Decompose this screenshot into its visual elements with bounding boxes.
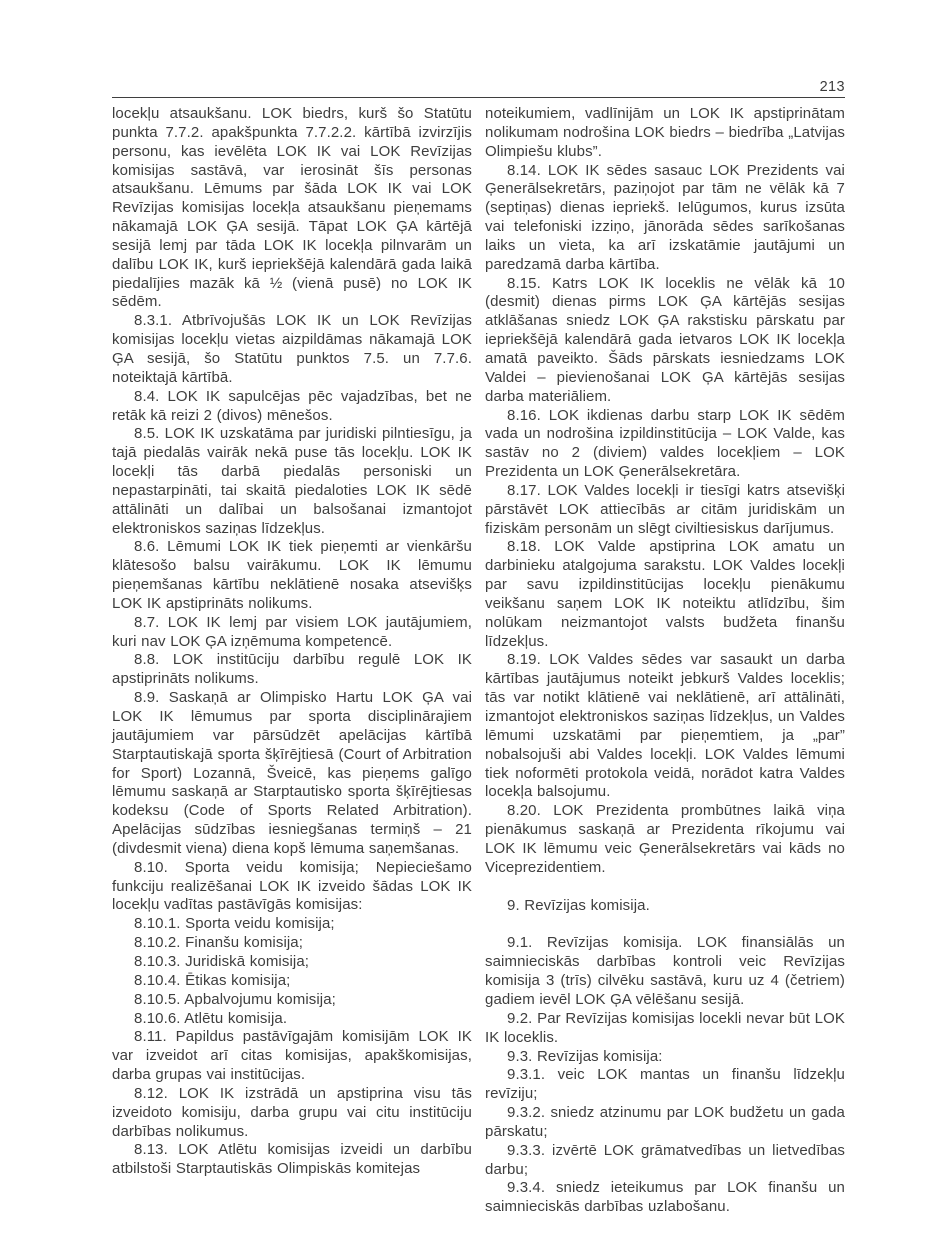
paragraph: 8.10. Sporta veidu komisija; Nepieciešamo funkciju realizēšanai LOK IK izveido šādas LOK IK locekļu vadītas pastāvīgās komisijas: [112, 858, 472, 914]
paragraph: 8.20. LOK Prezidenta prombūtnes laikā viņa pienākumus saskaņā ar Prezidenta rīkojumu vai LOK IK lēmumu veic Ģenerālsekretārs vai kāds no Viceprezidentiem. [485, 802, 845, 876]
paragraph: noteikumiem, vadlīnijām un LOK IK apstiprinātam nolikumam nodrošina LOK biedrs – biedrība „Latvijas Olimpiešu klubs”. [485, 105, 845, 160]
page-number: 213 [819, 79, 845, 95]
paragraph: 8.10.1. Sporta veidu komisija; [134, 915, 335, 933]
paragraph: 9.2. Par Revīzijas komisijas locekli nevar būt LOK IK loceklis. [485, 1009, 845, 1046]
paragraph: 8.16. LOK ikdienas darbu starp LOK IK sēdēm vada un nodrošina izpildinstitūcija – LOK Valde, kas sastāv no 2 (diviem) valdes locekļiem – LOK Prezidenta un LOK Ģenerālsekretāra. [485, 406, 845, 481]
paragraph: 9.3.2. sniedz atzinumu par LOK budžetu un gada pārskatu; [485, 1104, 845, 1140]
paragraph: 8.17. LOK Valdes locekļi ir tiesīgi katrs atsevišķi pārstāvēt LOK attiecībās ar citām juridiskām un fiziskām personām un slēgt civiltiesiskus darījumus. [485, 481, 845, 537]
paragraph: locekļu atsaukšanu. LOK biedrs, kurš šo Statūtu punkta 7.7.2. apakšpunkta 7.7.2.2. kārtībā izvirzījis personu, kas ievēlēta LOK IK vai LOK Revīzijas komisijas sastāvā, var ierosināt šīs personas atsaukšanu. Lēmums par šāda LOK IK vai LOK Revīzijas komisijas locekļa atsaukšanu pieņemams nākamajā LOK ĢA sesijā. Tāpat LOK ĢA kārtējā sesijā lemj par tāda LOK IK locekļa pilnvarām un dalību LOK IK, kurš iepriekšējā kalendārā gada laikā piedalījies mazāk kā ½ (vienā pusē) no LOK IK sēdēm. [112, 105, 472, 311]
paragraph: 8.14. LOK IK sēdes sasauc LOK Prezidents vai Ģenerālsekretārs, paziņojot par tām ne vēlāk kā 7 (septiņas) dienas iepriekš. Ielūgumos, kurus izsūta vai telefoniski izziņo, jānorāda sēdes sarīkošanas laiks un vieta, ka arī izskatāmie jautājumi un paredzamā darba kārtība. [485, 161, 845, 273]
paragraph: 9. Revīzijas komisija. [507, 896, 650, 914]
paragraph: 9.3. Revīzijas komisija: [507, 1047, 663, 1065]
paragraph: 8.18. LOK Valde apstiprina LOK amatu un darbinieku atalgojuma sarakstu. LOK Valdes locekļi par savu izpildinstitūcijas locekļu pienākumu veikšanu saņem LOK IK noteiktu atlīdzību, šim nolūkam neizmantojot valsts budžeta finanšu līdzekļus. [485, 538, 845, 650]
paragraph: 8.3.1. Atbrīvojušās LOK IK un LOK Revīzijas komisijas locekļu vietas aizpildāmas nākamajā LOK ĢA sesijā, šo Statūtu punktos 7.5. un 7.7.6. noteiktajā kārtībā. [112, 312, 472, 386]
paragraph: 8.19. LOK Valdes sēdes var sasaukt un darba kārtības jautājumus noteikt jebkurš Valdes loceklis; tās var notikt klātienē vai neklātienē, arī attālināti, izmantojot elektroniskos saziņas līdzekļus, un Valdes lēmumi uzskatāmi par pieņemtiem, ja „par” nobalsojuši abi Valdes locekļi. LOK Valdes lēmumi tiek noformēti protokola veidā, norādot katra Valdes locekļa balsojumu. [485, 651, 845, 801]
paragraph: 8.7. LOK IK lemj par visiem LOK jautājumiem, kuri nav LOK ĢA izņēmuma kompetencē. [112, 613, 472, 650]
paragraph: 8.15. Katrs LOK IK loceklis ne vēlāk kā 10 (desmit) dienas pirms LOK ĢA kārtējās sesijas atklāšanas sniedz LOK ĢA rakstisku pārskatu par iepriekšējā kalendārā gada ietvaros LOK IK locekļa amatā paveikto. Šāds pārskats iesniedzams LOK Valdei – pievienošanai LOK ĢA kārtējās sesijas darba materiāliem. [485, 274, 845, 405]
left-column [112, 105, 472, 1217]
paragraph: 8.10.3. Juridiskā komisija; [134, 952, 310, 970]
paragraph: 9.3.4. sniedz ieteikumus par LOK finanšu un saimnieciskās darbības uzlabošanu. [485, 1179, 845, 1216]
paragraph: 8.10.2. Finanšu komisija; [134, 934, 304, 952]
text-columns [112, 105, 845, 1217]
right-column [485, 105, 845, 1217]
paragraph: 8.8. LOK institūciju darbību regulē LOK IK apstiprināts nolikums. [112, 651, 472, 688]
paragraph: 8.4. LOK IK sapulcējas pēc vajadzības, bet ne retāk kā reizi 2 (divos) mēnešos. [112, 387, 472, 424]
paragraph: 8.6. Lēmumi LOK IK tiek pieņemti ar vienkāršu klātesošo balsu vairākumu. LOK IK lēmumu pieņemšanas kārtību neklātienē nosaka atsevišķs LOK IK apstiprināts nolikums. [112, 538, 472, 612]
paragraph: 8.12. LOK IK izstrādā un apstiprina visu tās izveidoto komisiju, darba grupu vai citu institūciju darbības nolikumus. [112, 1084, 472, 1140]
paragraph: 8.10.6. Atlētu komisija. [134, 1009, 288, 1027]
header-rule [112, 97, 845, 98]
paragraph: 8.9. Saskaņā ar Olimpisko Hartu LOK ĢA vai LOK IK lēmumus par sporta disciplinārajiem jautājumiem var pārsūdzēt apelācijas kārtībā Starptautiskajā sporta šķīrējtiesā (Court of Arbitration for Sport) Lozannā, Šveicē, kas pieņems galīgo lēmumu saskaņā ar Starptautisko sporta šķīrējtiesas kodeksu (Code of Sports Related Arbitration). Apelācijas sūdzības iesniegšanas termiņš – 21 (divdesmit viena) diena kopš lēmuma saņemšanas. [112, 689, 472, 857]
paragraph: 9.3.3. izvērtē LOK grāmatvedības un lietvedības darbu; [485, 1141, 845, 1178]
paragraph: 9.3.1. veic LOK mantas un finanšu līdzekļu revīziju; [485, 1066, 845, 1103]
paragraph: 8.5. LOK IK uzskatāma par juridiski pilntiesīgu, ja tajā piedalās vairāk nekā puse tās locekļu. LOK IK locekļi tās darbā piedalās personiski un nepastarpināti, tai skaitā piedaloties LOK IK sēdē attālināti un dalībai un balsošanai izmantojot elektroniskos saziņas līdzekļus. [112, 425, 472, 537]
paragraph: 8.10.4. Ētikas komisija; [134, 971, 291, 989]
paragraph: 8.10.5. Apbalvojumu komisija; [134, 990, 336, 1008]
paragraph: 9.1. Revīzijas komisija. LOK finansiālās un saimnieciskās darbības kontroli veic Revīzijas komisija 3 (trīs) cilvēku sastāvā, kuru uz 4 (četriem) gadiem ievēl LOK ĢA vēlēšanu sesijā. [485, 934, 845, 1008]
paragraph: 8.11. Papildus pastāvīgajām komisijām LOK IK var izveidot arī citas komisijas, apakškomisijas, darba grupas vai institūcijas. [112, 1028, 472, 1084]
paragraph: 8.13. LOK Atlētu komisijas izveidi un darbību atbilstoši Starptautiskās Olimpiskās komitejas [112, 1141, 472, 1178]
